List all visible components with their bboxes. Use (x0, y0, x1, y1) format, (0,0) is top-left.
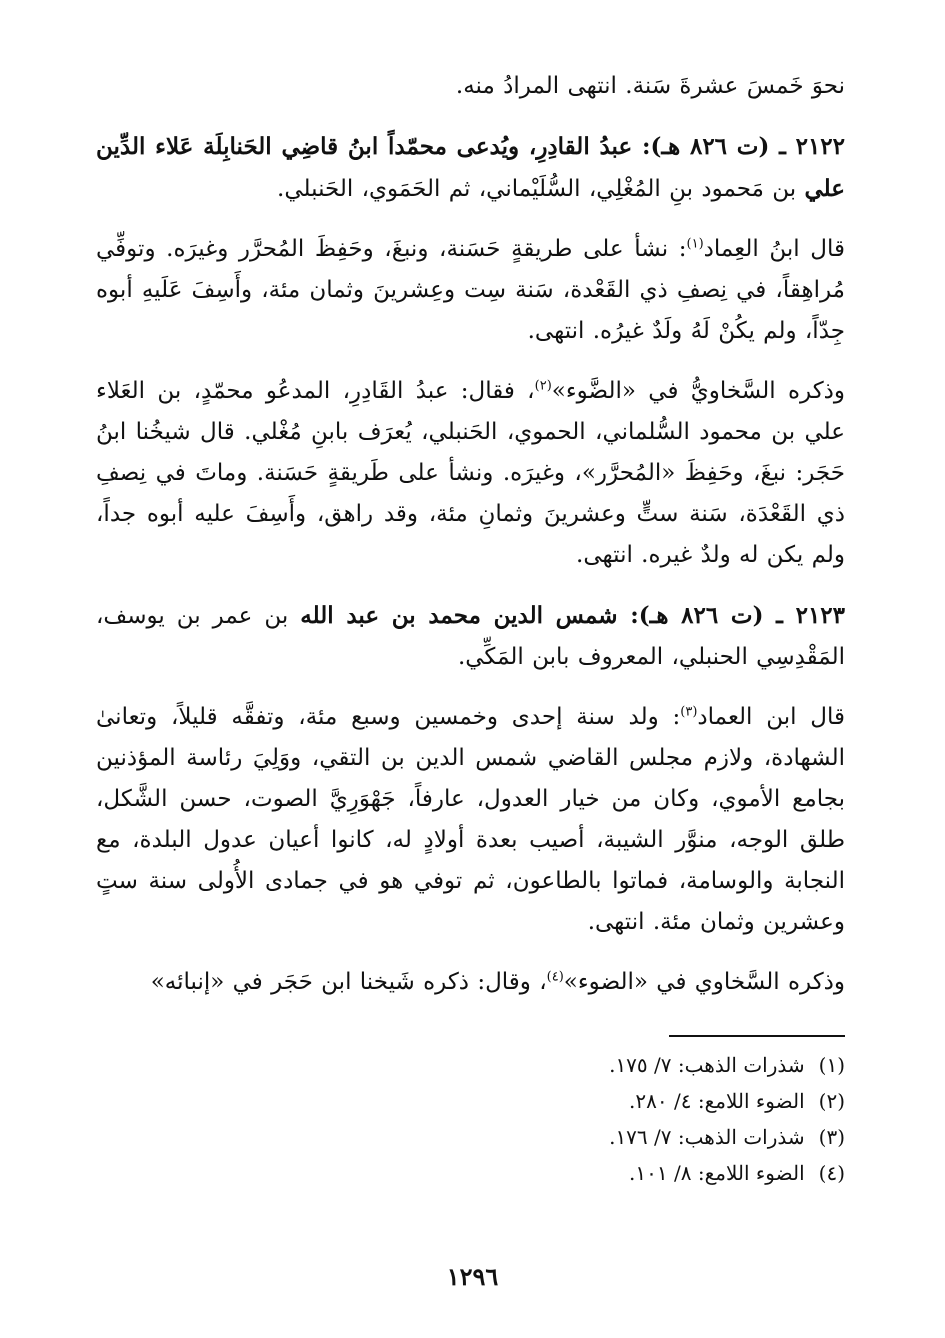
entry-2123 (96, 595, 845, 678)
entry-2122-heading-rest: بن مَحمود بنِ المُغْلِي، السُّلَيْماني، ثم الحَمَوي، الحَنبلي. (277, 176, 805, 202)
entry-2123-heading: ٢١٢٣ ـ (ت ٨٢٦ هـ): شمس الدين محمد بن عبد الله (300, 602, 846, 629)
footnote-number: (٣) (818, 1125, 845, 1149)
paragraph-continuation: نحوَ خَمسَ عشرةَ سَنة. انتهى المرادُ منه. (455, 73, 845, 99)
page-number: ١٢٩٦ (446, 1262, 499, 1291)
footnote-ref-1: (١) (686, 236, 704, 252)
paragraph-sakhawi-1 (96, 371, 845, 576)
footnote-text: شذرات الذهب: ٧/ ١٧٦. (609, 1125, 805, 1149)
footnote-number: (٤) (818, 1161, 845, 1185)
footnote-item (96, 1119, 845, 1155)
paragraph-text: قال ابنُ العِماد (703, 236, 845, 262)
footnote-item (96, 1047, 845, 1083)
paragraph-ibn-al-imad-2 (96, 697, 845, 943)
footnote-text: شذرات الذهب: ٧/ ١٧٥. (609, 1053, 805, 1077)
footnote-ref-4: (٤) (546, 969, 564, 985)
footnote-text: الضوء اللامع: ٨/ ١٠١. (629, 1161, 805, 1185)
paragraph-text: قال ابن العماد (697, 704, 845, 730)
footnote-text: الضوء اللامع: ٤/ ٢٨٠. (629, 1089, 805, 1113)
entry-2122 (96, 126, 845, 210)
footnote-number: (١) (818, 1053, 845, 1077)
footnotes (96, 1047, 845, 1191)
footnote-ref-3: (٣) (680, 704, 698, 720)
footnote-item (96, 1083, 845, 1119)
paragraph-text: وذكره السَّخاوي في «الضوء» (563, 969, 845, 995)
paragraph-text: : نشأ على طريقةٍ حَسَنة، ونبغَ، وحَفِظَ المُحرَّر وغيرَه. وتوفِّي مُراهِقاً، في نِصفِ ذي القَعْدة، سَنة سِت وعِشرينَ وثمان مئة، وأَسِفَ عَلَيهِ أبوه جِدّاً، ولم يكُنْ لَهُ ولَدٌ غيرُه. انتهى. (96, 236, 845, 344)
footnote-item (96, 1155, 845, 1191)
footnote-number: (٢) (818, 1089, 845, 1113)
footnote-ref-2: (٢) (534, 378, 552, 394)
entry-2122-heading: ٢١٢٢ ـ (ت ٨٢٦ هـ): عبدُ القادِرِ، ويُدعى محمّداً ابنُ قاضِي الحَنابِلَة عَلاء الدِّين علي (96, 133, 846, 202)
paragraph-sakhawi-2 (96, 962, 845, 1003)
footnote-divider (669, 1035, 845, 1037)
paragraph-text: : ولد سنة إحدى وخمسين وسبع مئة، وتفقَّه قليلاً، وتعانىٰ الشهادة، ولازم مجلس القاضي شمس الدين بن التقي، ووَلِيَ رئاسة المؤذنين بجامع الأموي، وكان من خيار العدول، عارفاً، جَهْوَرِيَّ الصوت، حسن الشَّكل، طلق الوجه، منوَّر الشيبة، أصيب بعدة أولادٍ له، كانوا أعيان عدول البلدة، مع النجابة والوسامة، فماتوا بالطاعون، ثم توفي هو في جمادى الأُولى سنة ستٍ وعشرين وثمان مئة. انتهى. (96, 704, 845, 935)
paragraph-text: وذكره السَّخاويُّ في «الضَّوء» (551, 378, 846, 404)
entry-2123-heading-rest: بن عمر بن يوسف، المَقْدِسِي الحنبلي، المعروف بابن المَكِّي. (96, 603, 845, 670)
paragraph-text: ، وقال: ذكره شَيخنا ابن حَجَر في «إنبائه» (150, 969, 547, 995)
paragraph-text: ، فقال: عبدُ القَادِرِ، المدعُو محمّدٍ، بن العَلاء علي بن محمود السُّلماني، الحموي، الحَنبلي، يُعرَف بابنِ مُغْلي. قال شيخُنا ابنُ حَجَر: نبغَ، وحَفِظَ «المُحرَّر»، وغيرَه. ونشأ على طَريقةٍ حَسَنة. وماتَ في نِصفِ ذي القَعْدَة، سَنة ستٍّ وعشرينَ وثمانِ مئة، وقد راهق، وأَسِفَ عليه أبوه جداً، ولم يكن له ولدٌ غيره. انتهى. (96, 378, 845, 568)
paragraph-ibn-al-imad-1 (96, 229, 845, 352)
